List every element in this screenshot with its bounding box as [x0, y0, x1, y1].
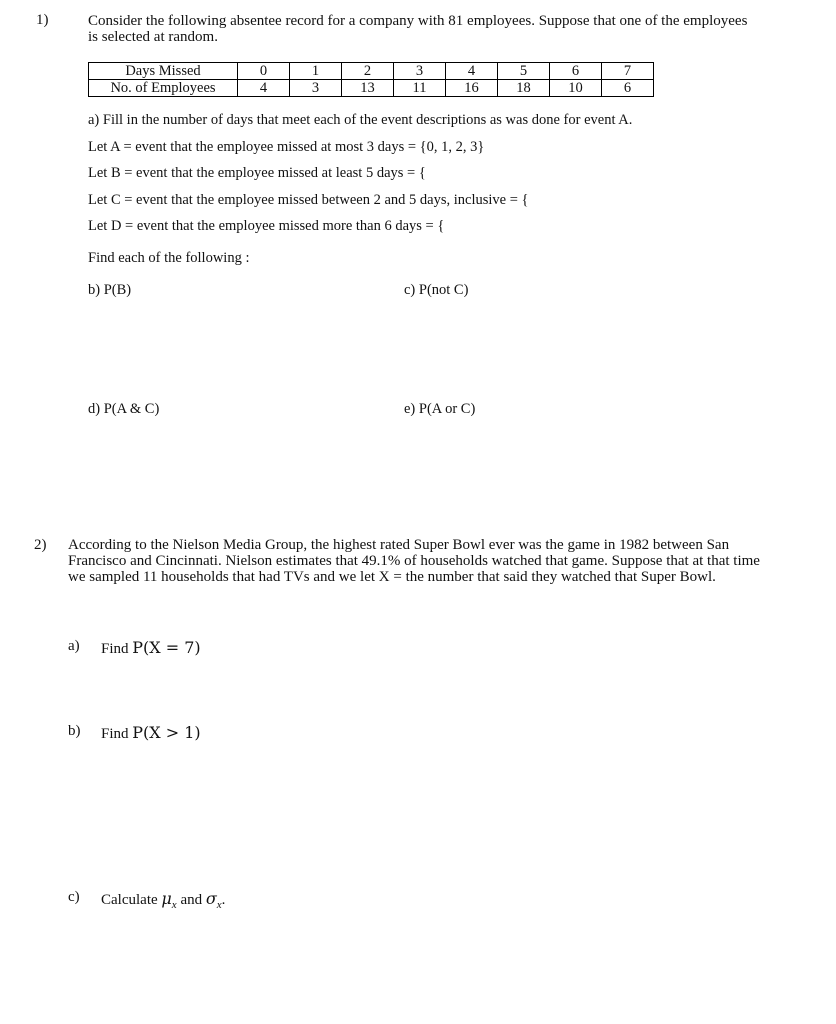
q2-b-text: Find: [101, 726, 129, 742]
day-cell: 5: [498, 63, 550, 80]
q2-b-math: P(X > 1): [132, 723, 201, 742]
employee-cell: 10: [550, 80, 602, 97]
q2-c-sigma-sub: x: [216, 899, 222, 911]
q1-find: Find each of the following :: [88, 250, 250, 266]
day-cell: 6: [550, 63, 602, 80]
q1-part-a: a) Fill in the number of days that meet each of the event descriptions as was done for event A.: [88, 112, 633, 128]
q1-event-c: Let C = event that the employee missed between 2 and 5 days, inclusive = {: [88, 192, 529, 208]
day-cell: 4: [446, 63, 498, 80]
employee-cell: 11: [394, 80, 446, 97]
q2-c: [101, 889, 225, 911]
q2-b: [101, 723, 201, 743]
employee-cell: 6: [602, 80, 654, 97]
q2-c-sigma: σ: [205, 889, 217, 908]
row-label-days: Days Missed: [89, 63, 238, 80]
day-cell: 0: [238, 63, 290, 80]
q2-c-and: and: [180, 892, 203, 908]
q2-a-math: P(X = 7): [132, 638, 201, 657]
employee-cell: 4: [238, 80, 290, 97]
q1-part-d: d) P(A & C): [88, 401, 160, 417]
q2-c-mu: μ: [161, 889, 172, 908]
q1-part-b: b) P(B): [88, 282, 132, 298]
q2-a-text: Find: [101, 641, 129, 657]
q1-event-a: Let A = event that the employee missed at most 3 days = {0, 1, 2, 3}: [88, 139, 485, 155]
table-row: [89, 63, 654, 80]
employee-cell: 18: [498, 80, 550, 97]
absentee-table: [88, 62, 654, 97]
q1-event-b: Let B = event that the employee missed at least 5 days = {: [88, 165, 426, 181]
day-cell: 7: [602, 63, 654, 80]
day-cell: 2: [342, 63, 394, 80]
q2-c-mu-sub: x: [171, 899, 177, 911]
q2-c-end: .: [221, 892, 226, 908]
q2-a: [101, 638, 201, 658]
q1-number: 1): [36, 12, 49, 28]
table-row: [89, 80, 654, 97]
q2-intro: According to the Nielson Media Group, the highest rated Super Bowl ever was the game in 1982 between San Francisco and Cincinnati. Nielson estimates that 49.1% of households watched that game. Suppose that at that time we sampled 11 households that had TVs and we let X = the number that said they watched that Super Bowl.: [68, 537, 760, 585]
day-cell: 1: [290, 63, 342, 80]
employee-cell: 13: [342, 80, 394, 97]
q2-a-label: a): [68, 638, 80, 654]
q1-part-e: e) P(A or C): [404, 401, 476, 417]
q2-number: 2): [34, 537, 47, 553]
employee-cell: 3: [290, 80, 342, 97]
q1-event-d: Let D = event that the employee missed more than 6 days = {: [88, 218, 445, 234]
row-label-employees: No. of Employees: [89, 80, 238, 97]
q1-part-c: c) P(not C): [404, 282, 469, 298]
day-cell: 3: [394, 63, 446, 80]
employee-cell: 16: [446, 80, 498, 97]
q2-c-label: c): [68, 889, 80, 905]
q1-intro: Consider the following absentee record for a company with 81 employees. Suppose that one of the employees is selected at random.: [88, 13, 748, 45]
q2-c-text: Calculate: [101, 892, 158, 908]
q2-b-label: b): [68, 723, 81, 739]
